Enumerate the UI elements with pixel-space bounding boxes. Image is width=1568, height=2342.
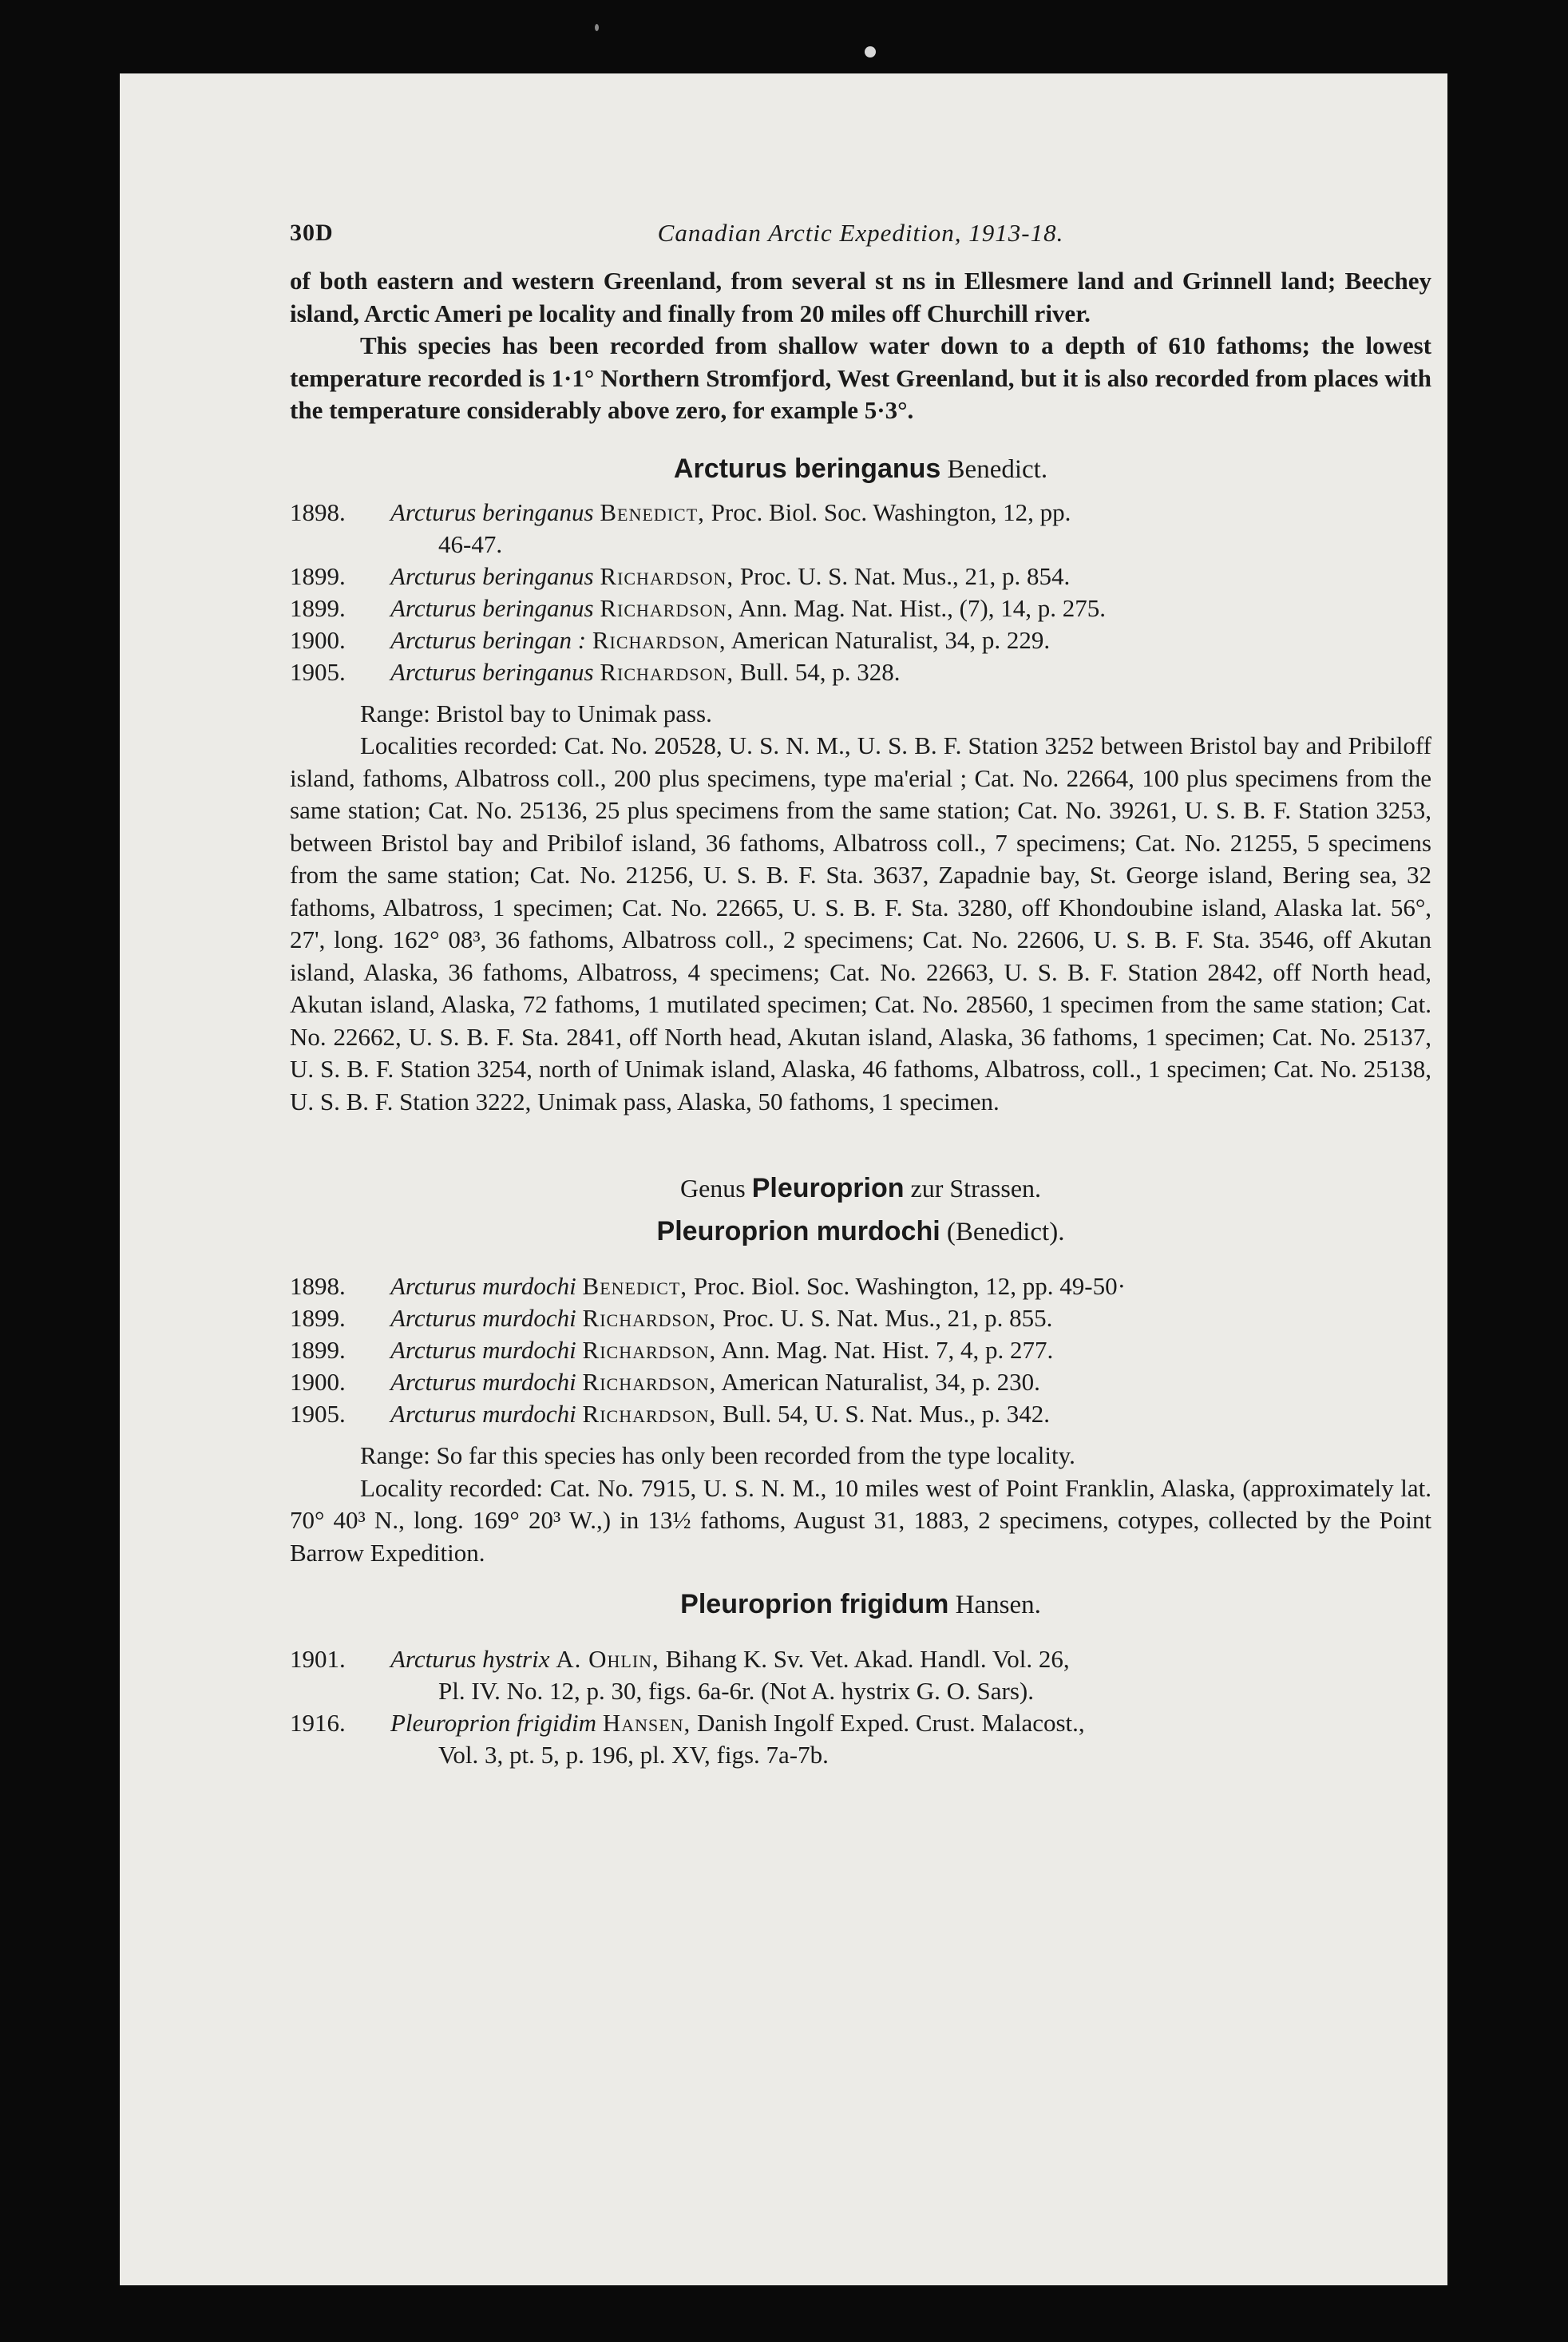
citation-year: 1899. (290, 1336, 346, 1364)
citation-continuation: Vol. 3, pt. 5, p. 196, pl. XV, figs. 7a-7b. (438, 1741, 829, 1769)
citation-text: Arcturus beringanus Richardson, Proc. U. S. Nat. Mus., 21, p. 854. (390, 561, 1071, 590)
citation-text: Arcturus murdochi Richardson, Bull. 54, U. S. Nat. Mus., p. 342. (390, 1400, 1050, 1428)
intro-paragraph-2: This species has been recorded from shallow water down to a depth of 610 fathoms; the lowest temperature recorded is 1·1° Northern Stromfjord, West Greenland, but it is also recorded from places with the temperature considerably above zero, for example 5·3°. (290, 331, 1431, 424)
citation-year: 1899. (290, 593, 346, 622)
citation-year: 1905. (290, 1400, 346, 1428)
page-number: 30D (290, 220, 334, 246)
species-author: Hansen. (955, 1591, 1041, 1619)
citation-continuation: Pl. IV. No. 12, p. 30, figs. 6a-6r. (Not A. hystrix G. O. Sars). (438, 1677, 1034, 1705)
citation-year: 1900. (290, 625, 346, 654)
film-speck (595, 24, 599, 31)
genus-prefix: Genus (679, 1174, 746, 1203)
species-heading-frigidum (290, 1587, 1431, 1623)
citation-year: 1899. (290, 1304, 346, 1332)
species-name: Pleuroprion frigidum (680, 1589, 949, 1619)
citation-year: 1905. (290, 657, 346, 686)
citation-text: Arcturus beringan : Richardson, American Naturalist, 34, p. 229. (390, 625, 1051, 654)
species-heading-beringanus (290, 451, 1431, 487)
species-author: Benedict. (947, 454, 1048, 484)
running-title: Canadian Arctic Expedition, 1913-18. (657, 219, 1064, 247)
page-content (290, 217, 1431, 1771)
citation-text: Arcturus murdochi Richardson, Ann. Mag. Nat. Hist. 7, 4, p. 277. (390, 1336, 1054, 1364)
document-page (120, 73, 1447, 2285)
citation-list-murdochi (290, 1270, 1431, 1430)
citation-year: 1898. (290, 1272, 346, 1300)
citation-year: 1898. (290, 497, 346, 526)
citation-text: Arcturus murdochi Benedict, Proc. Biol. Soc. Washington, 12, pp. 49-50· (390, 1272, 1126, 1300)
citation-text: Arcturus hystrix A. Ohlin, Bihang K. Sv. Vet. Akad. Handl. Vol. 26, (390, 1645, 1070, 1673)
genus-heading (290, 1171, 1431, 1206)
citation-text: Arcturus beringanus Richardson, Ann. Mag. Nat. Hist., (7), 14, p. 275. (390, 593, 1106, 622)
citation-list-frigidum (290, 1643, 1431, 1771)
citation-text: Arcturus murdochi Richardson, American Naturalist, 34, p. 230. (390, 1368, 1040, 1396)
species-name: Pleuroprion murdochi (656, 1216, 940, 1246)
citation-year: 1901. (290, 1645, 346, 1673)
genus-name: Pleuroprion (751, 1173, 905, 1203)
range-beringanus: Range: Bristol bay to Unimak pass. (360, 699, 712, 727)
species-author: (Benedict). (946, 1218, 1065, 1246)
citation-continuation: 46-47. (438, 529, 503, 558)
citation-year: 1899. (290, 561, 346, 590)
citation-text: Pleuroprion frigidim Hansen, Danish Ingolf Exped. Crust. Malacost., (390, 1709, 1085, 1737)
page-header (290, 217, 1431, 265)
film-speck (865, 46, 876, 57)
species-heading-murdochi (290, 1214, 1431, 1250)
intro-paragraph-1: of both eastern and western Greenland, from several st ns in Ellesmere land and Grinnell land; Beechey island, Arctic Ameri pe locality and finally from 20 miles off Churchill river. (290, 267, 1431, 327)
range-murdochi: Range: So far this species has only been recorded from the type locality. (360, 1441, 1075, 1469)
citation-text: Arcturus murdochi Richardson, Proc. U. S. Nat. Mus., 21, p. 855. (390, 1304, 1053, 1332)
species-name: Arcturus beringanus (673, 453, 941, 484)
locality-murdochi: Locality recorded: Cat. No. 7915, U. S. N. M., 10 miles west of Point Franklin, Alaska, (approximately lat. 70° 40³ N., long. 169° 20³ W.,) in 13½ fathoms, August 31, 1883, 2 specimens, cotypes, collected by the Point Barrow Expedition. (290, 1473, 1431, 1567)
citation-list-beringanus (290, 497, 1431, 688)
localities-beringanus: Localities recorded: Cat. No. 20528, U. S. N. M., U. S. B. F. Station 3252 between Bristol bay and Pribiloff island, fathoms, Albatross coll., 200 plus specimens, type ma'erial ; Cat. No. 22664, 100 plus specimens from the same station; Cat. No. 25136, 25 plus specimens from the same station; Cat. No. 39261, U. S. B. F. Station 3253, between Bristol bay and Pribilof island, 36 fathoms, Albatross coll., 7 specimens; Cat. No. 21255, 5 specimens from the same station; Cat. No. 21256, U. S. B. F. Sta. 3637, Zapadnie bay, St. George island, Bering sea, 32 fathoms, Albatross, 1 specimen; Cat. No. 22665, U. S. B. F. Sta. 3280, off Khondoubine island, Alaska lat. 56°, 27', long. 162° 08³, 36 fathoms, Albatross coll., 2 specimens; Cat. No. 22606, U. S. B. F. Sta. 3546, off Akutan island, Alaska, 36 fathoms, Albatross, 4 specimens; Cat. No. 22663, U. S. B. F. Station 2842, off North head, Akutan island, Alaska, 72 fathoms, 1 mutilated specimen; Cat. No. 28560, 1 specimen from the same station; Cat. No. 22662, U. S. B. F. Sta. 2841, off North head, Akutan island, Alaska, 36 fathoms, 1 specimen; Cat. No. 25137, U. S. B. F. Station 3254, north of Unimak island, Alaska, 46 fathoms, Albatross, coll., 1 specimen; Cat. No. 25138, U. S. B. F. Station 3222, Unimak pass, Alaska, 50 fathoms, 1 specimen. (290, 731, 1431, 1116)
citation-text: Arcturus beringanus Richardson, Bull. 54, p. 328. (390, 657, 901, 686)
citation-year: 1916. (290, 1709, 346, 1737)
genus-author: zur Strassen. (910, 1174, 1042, 1203)
citation-text: Arcturus beringanus Benedict, Proc. Biol. Soc. Washington, 12, pp. (390, 497, 1071, 526)
citation-year: 1900. (290, 1368, 346, 1396)
